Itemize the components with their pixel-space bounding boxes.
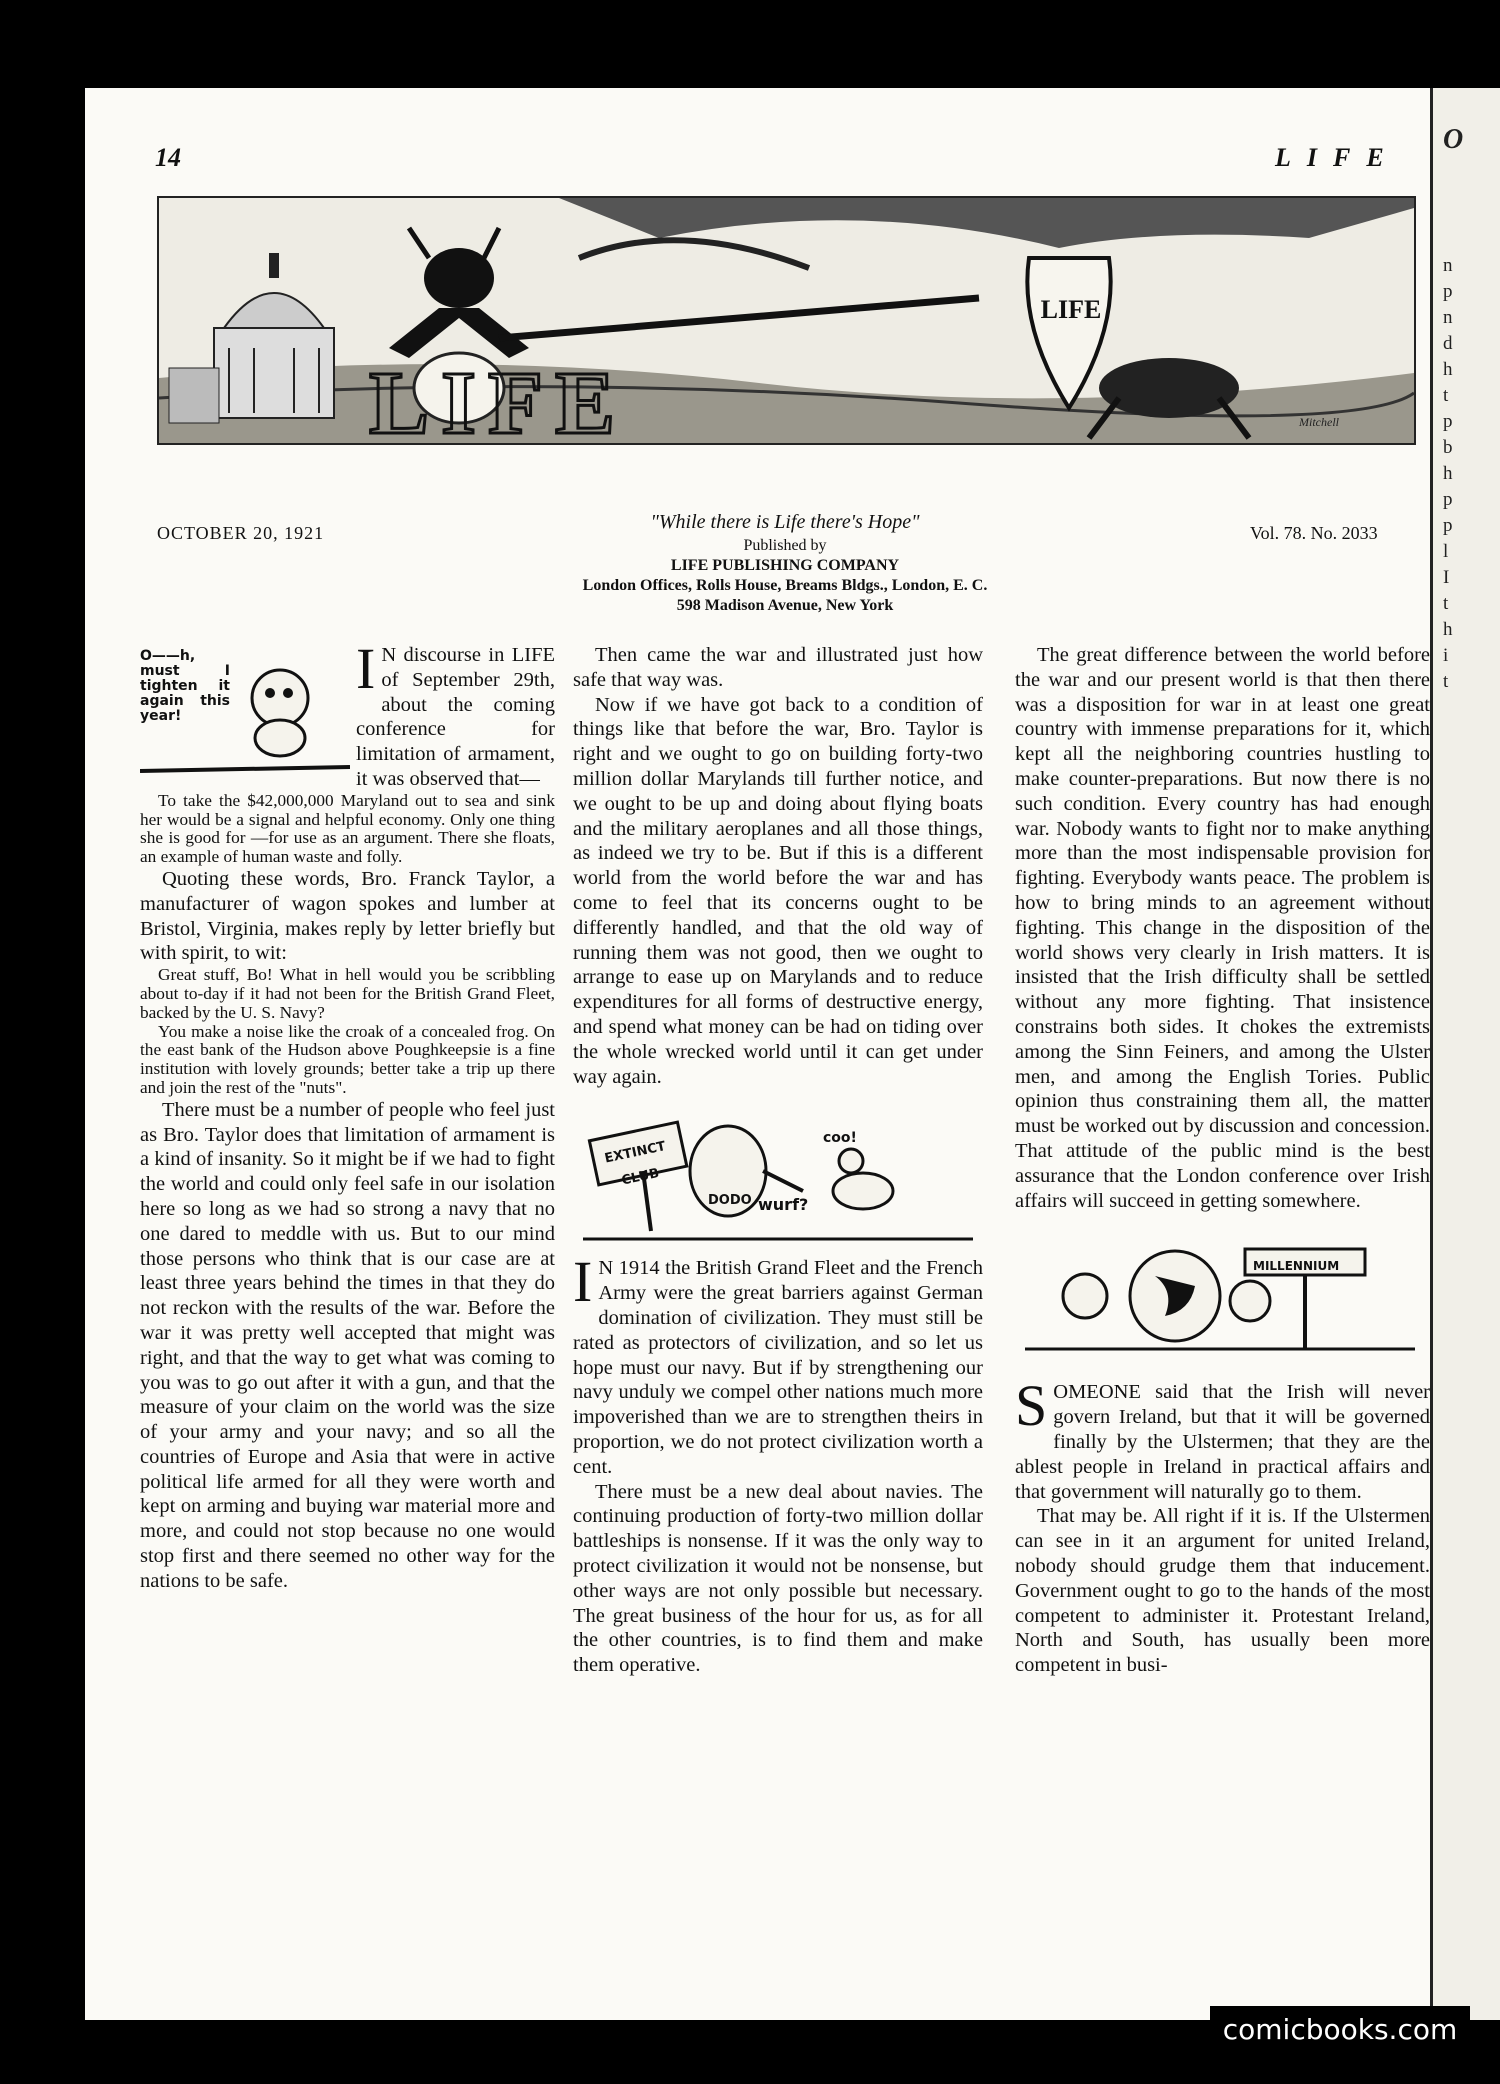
- adjacent-fragment: I: [1443, 567, 1450, 588]
- wurf-label: wurf?: [758, 1195, 809, 1215]
- new-york-address: 598 Madison Avenue, New York: [676, 597, 894, 614]
- masthead-illustration: [157, 196, 1416, 445]
- motto: "While there is Life there's Hope": [650, 511, 920, 533]
- cartoon-extinct-club: [573, 1101, 983, 1246]
- adjacent-fragment: b: [1443, 437, 1453, 458]
- cartoon-tighten-belt: [140, 643, 350, 778]
- col3-para-3: That may be. All right if it is. If the Ulstermen can see in it an argument for united Ireland, nobody should grudge them that inducement. Government ought to go to the hands of the most competent to administer it. Protestant Ireland, North and South, has usually been more competent in busi-: [1015, 1505, 1430, 1677]
- watermark: comicbooks.com: [1210, 2006, 1470, 2054]
- col3-para-1: The great difference between the world before the war and our present world is that then there was a disposition for war in at least one great country with immense preparations for it, which kept all the neighboring countries hustling to make counter-preparations. But now there is no such condition. Every country has had enough war. Nobody wants to fight nor to make anything more than the most indispensable provision for fighting. Everybody wants peace. The problem is how to bring minds to an agreement without fighting. This change in the disposition of the world shows very clearly in Irish matters. It is insisted that the Irish difficulty shall be settled without any more fighting. That insistence constrains both sides. It chokes the extremists among the Sinn Feiners, and among the Ulster men, and among the English Tories. Public opinion thus constraining them all, the matter must be worked out by discussion and concession. That attitude of the public mind is the best assurance that the London conference over Irish affairs will succeed in getting somewhere.: [1015, 644, 1430, 1212]
- dropcap: S: [1015, 1373, 1048, 1439]
- shield-text: LIFE: [1040, 295, 1102, 324]
- masthead-title: LIFE: [369, 354, 628, 443]
- adjacent-fragment: t: [1443, 593, 1449, 614]
- col1-para-1: N discourse in LIFE of September 29th, about the coming conference for limitation of armament, it was observed that—: [356, 644, 555, 790]
- artist-signature: Mitchell: [1299, 415, 1339, 429]
- running-head: LIFE: [1275, 143, 1400, 172]
- adjacent-fragment: p: [1443, 515, 1453, 536]
- magazine-page: [85, 88, 1430, 2020]
- dropcap: I: [573, 1249, 593, 1315]
- extinct-club-sign: EXTINCT CLUB: [603, 1139, 668, 1189]
- col1-quote-3: You make a noise like the croak of a concealed frog. On the east bank of the Hudson above Poughkeepsie is a fine institution with lovely grounds; better take a trip up there and join the rest of the "nuts".: [140, 1021, 555, 1097]
- col2-para-2: Now if we have got back to a condition of things like that before the war, Bro. Taylor is right and we ought to go on building forty-two million dollar Marylands till further notice, and we ought to be up and doing about flying boats and the military aeroplanes and all those things, as indeed we try to be. But if this is a different world from the world before the war and has come to feel that its concerns ought to be differently handled, and that the old way of running them was not good, then we ought to arrange to ease up on Marylands and to reduce expenditures for all forms of destructive energy, and spend what money can be had on tiding over the whole wrecked world until it can get under way again.: [573, 693, 983, 1088]
- adjacent-fragment: t: [1443, 671, 1449, 692]
- adjacent-fragment: n: [1443, 307, 1453, 328]
- london-office: London Offices, Rolls House, Breams Bldgs., London, E. C.: [582, 577, 988, 594]
- dodo-label: DODO: [708, 1193, 752, 1209]
- adjacent-fragment: l: [1443, 541, 1449, 562]
- dropcap: I: [356, 636, 376, 701]
- column-1: [140, 636, 555, 1594]
- coo-label: coo!: [823, 1130, 857, 1147]
- masthead-drawing: [159, 198, 1414, 443]
- col1-para-2: Quoting these words, Bro. Franck Taylor, a manufacturer of wagon spokes and lumber at Bristol, Virginia, makes reply by letter briefly but with spirit, to wit:: [140, 867, 555, 965]
- col1-para-3: There must be a number of people who feel just as Bro. Taylor does that limitation of armament is a kind of insanity. So it might be if we had to fight the world and could only feel safe in our isolation here so long as we had so strong a navy that no one dared to meddle with us. But to our mind those persons who think that is our case are at least three years behind the times in that they do not reckon with the results of the war. Before the war it was pretty well accepted that might was right, and that the way to get what was coming to you was to go out after it with a gun, and that the measure of your claim on the world was the size of your army and your navy; and so all the countries of Europe and Asia that were in active political life armed for all they were worth and kept on arming and buying war material more and more, and could not stop because no one would stop first and there seemed no other way for the nations to be safe.: [140, 1098, 555, 1592]
- column-2: [573, 643, 983, 1678]
- globe-cartoon-drawing: [1015, 1241, 1430, 1356]
- cartoon-caption: O——h, must I tighten it again this year!: [140, 648, 230, 724]
- adjacent-fragment: i: [1443, 645, 1449, 666]
- col2-para-1: Then came the war and illustrated just how safe that way was.: [573, 644, 983, 691]
- col2-para-4: There must be a new deal about navies. The continuing production of forty-two million dollar battleships is nonsense. If it was the only way to protect civilization it would not be nonsense, but other ways are not only possible but necessary. The great business of the hour for us, as for all the other countries, is to find them and make them operative.: [573, 1480, 983, 1677]
- millennium-sign: MILLENNIUM: [1253, 1259, 1340, 1274]
- column-3: [1015, 643, 1430, 1678]
- page-number: 14: [155, 143, 181, 172]
- col3-para-2: OMEONE said that the Irish will never govern Ireland, but that it will be governed finally by the Ulstermen; that they are the ablest people in Ireland in practical affairs and that government will naturally go to them.: [1015, 1381, 1430, 1503]
- volume-number: Vol. 78. No. 2033: [1250, 523, 1378, 543]
- cartoon-millennium: [1015, 1241, 1430, 1356]
- adjacent-fragment: h: [1443, 463, 1453, 484]
- adjacent-fragment: p: [1443, 411, 1453, 432]
- adjacent-fragment: d: [1443, 333, 1453, 354]
- adjacent-fragment: h: [1443, 619, 1453, 640]
- publisher-name: LIFE PUBLISHING COMPANY: [670, 557, 900, 574]
- col1-quote-1: To take the $42,000,000 Maryland out to sea and sink her would be a signal and helpful economy. Only one thing she is good for —for use as an argument. There she floats, an example of human waste and folly.: [140, 790, 555, 867]
- publisher-block: [445, 536, 1125, 616]
- adjacent-page-edge: [1430, 88, 1500, 2020]
- published-by: Published by: [743, 537, 827, 554]
- adjacent-fragment: p: [1443, 489, 1453, 510]
- adjacent-fragment: n: [1443, 255, 1453, 276]
- issue-date: OCTOBER 20, 1921: [157, 523, 325, 543]
- adjacent-fragment: h: [1443, 359, 1453, 380]
- col1-quote-2: Great stuff, Bo! What in hell would you be scribbling about to-day if it had not been for the British Grand Fleet, backed by the U. S. Navy?: [140, 965, 555, 1022]
- adjacent-fragment: O: [1443, 124, 1464, 155]
- col2-para-3: N 1914 the British Grand Fleet and the French Army were the great barriers against German domination of civilization. They must still be rated as protectors of civilization, and so let us hope must our navy. But if by strengthening our navy unduly we compel other nations much more impoverished than we are to strengthen theirs in proportion, we do not protect civilization worth a cent.: [573, 1257, 983, 1478]
- adjacent-fragment: t: [1443, 385, 1449, 406]
- adjacent-fragment: p: [1443, 281, 1453, 302]
